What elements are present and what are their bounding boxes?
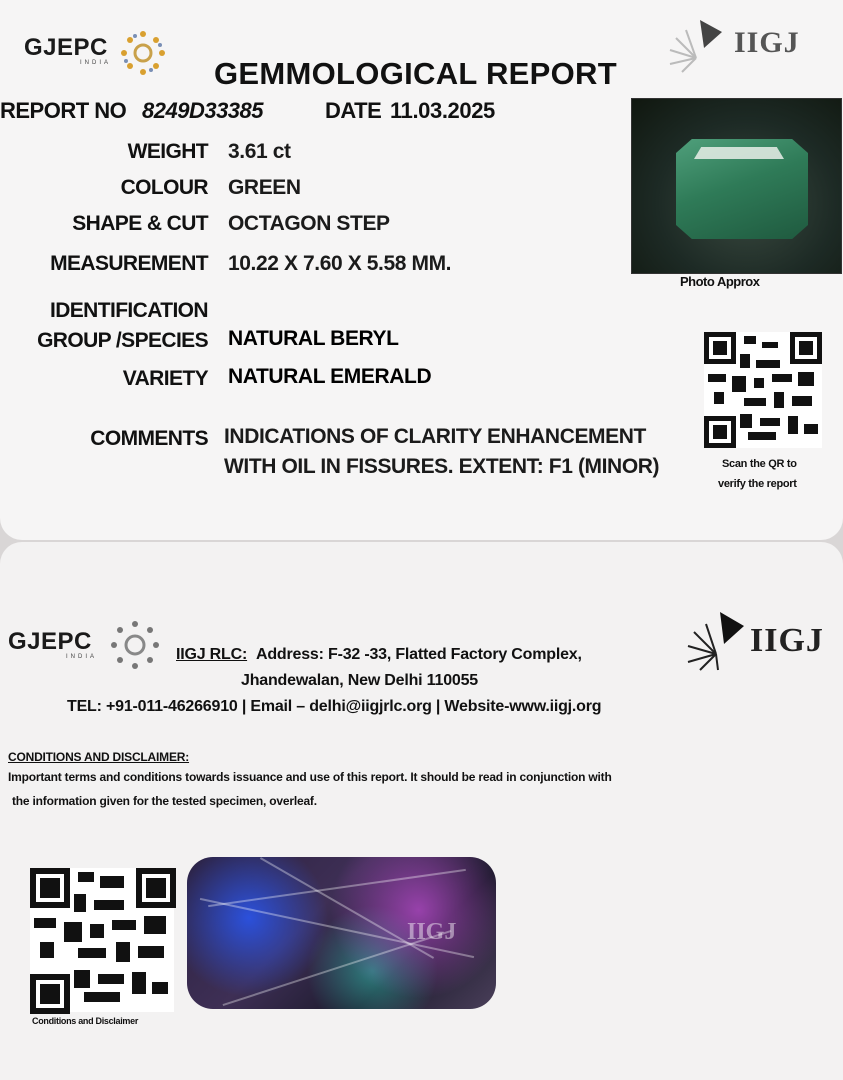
qr-module: [78, 872, 94, 882]
comments-label: COMMENTS: [90, 427, 208, 450]
qr-module: [74, 894, 86, 912]
disclaimer-line-1: Important terms and conditions towards issuance and use of this report. It should be read in conjunction with: [8, 770, 612, 784]
qr-module: [34, 918, 56, 928]
photo-caption: Photo Approx: [680, 274, 760, 289]
qr-module: [792, 396, 812, 406]
weight-value: 3.61 ct: [228, 140, 291, 163]
weight-label: WEIGHT: [127, 140, 208, 163]
security-hologram: [187, 857, 496, 1009]
shape-cut-value: OCTAGON STEP: [228, 212, 390, 235]
address-line-1: Address: F-32 -33, Flatted Factory Complex,: [256, 646, 582, 663]
rlc-label: IIGJ RLC:: [176, 646, 248, 663]
report-title: GEMMOLOGICAL REPORT: [214, 56, 617, 91]
qr-finder: [704, 332, 736, 364]
comments-line-2: WITH OIL IN FISSURES. EXTENT: F1 (MINOR): [224, 455, 660, 478]
measurement-value: 10.22 X 7.60 X 5.58 MM.: [228, 252, 452, 275]
qr-caption-line-1: Scan the QR to: [722, 458, 797, 470]
colour-label: COLOUR: [120, 176, 208, 199]
qr-module: [762, 342, 778, 348]
report-back-card: [0, 542, 843, 1080]
qr-module: [64, 922, 82, 942]
qr-module: [732, 376, 746, 392]
hologram-logo-text: IIGJ: [407, 919, 457, 945]
group-species-label: GROUP /SPECIES: [37, 329, 208, 352]
measurement-label: MEASUREMENT: [50, 252, 208, 275]
qr-module: [788, 416, 798, 434]
report-no-label: REPORT NO: [0, 98, 127, 123]
iigj-logo-text: IIGJ: [734, 26, 800, 59]
gjepc-logo-sub: INDIA: [80, 60, 112, 66]
qr-finder: [704, 416, 736, 448]
gjepc-logo-back: [8, 628, 98, 660]
gjepc-logo: [24, 34, 112, 66]
gjepc-logo-text: GJEPC: [24, 34, 108, 61]
iigj-emblem-icon: [666, 18, 726, 74]
shape-cut-label: SHAPE & CUT: [72, 212, 208, 235]
variety-label: VARIETY: [122, 367, 208, 390]
qr-module: [740, 354, 750, 368]
qr-module: [78, 948, 106, 958]
qr-finder: [790, 332, 822, 364]
gjepc-emblem-icon: [108, 618, 162, 672]
verify-qr-code[interactable]: [704, 332, 822, 448]
conditions-qr-code[interactable]: [30, 868, 174, 1012]
qr-caption-line-2: verify the report: [718, 478, 797, 490]
qr-module: [772, 374, 792, 382]
gjepc-logo-text: GJEPC: [8, 628, 92, 655]
colour-value: GREEN: [228, 176, 301, 199]
report-no-value: 8249D33385: [142, 98, 264, 123]
qr-module: [116, 942, 130, 962]
qr-module: [798, 372, 814, 386]
qr-module: [74, 970, 90, 988]
qr-module: [152, 982, 168, 994]
disclaimer-line-2: the information given for the tested specimen, overleaf.: [12, 794, 317, 808]
qr-module: [708, 374, 726, 382]
identification-label: IDENTIFICATION: [49, 299, 208, 322]
gem-photo: [631, 98, 842, 274]
qr-module: [748, 432, 776, 440]
qr-module: [774, 392, 784, 408]
qr-module: [754, 378, 764, 388]
qr-module: [714, 392, 724, 404]
qr-module: [804, 424, 818, 434]
qr-module: [112, 920, 136, 930]
qr-finder: [30, 868, 70, 908]
qr-module: [90, 924, 104, 938]
conditions-qr-caption: Conditions and Disclaimer: [32, 1016, 139, 1026]
address-line-2: Jhandewalan, New Delhi 110055: [241, 672, 478, 689]
qr-module: [740, 414, 752, 428]
qr-module: [744, 336, 756, 344]
qr-module: [84, 992, 120, 1002]
qr-module: [100, 876, 124, 888]
qr-finder: [136, 868, 176, 908]
contact-line: TEL: +91-011-46266910 | Email – delhi@iigjrlc.org | Website-www.iigj.org: [67, 698, 602, 715]
qr-module: [98, 974, 124, 984]
disclaimer-title: CONDITIONS AND DISCLAIMER:: [8, 750, 190, 764]
variety-value: NATURAL EMERALD: [228, 365, 432, 388]
qr-module: [760, 418, 780, 426]
qr-finder: [30, 974, 70, 1014]
date-label: DATE: [325, 98, 382, 123]
qr-module: [132, 972, 146, 994]
gjepc-logo-sub: INDIA: [66, 654, 98, 660]
qr-module: [144, 916, 166, 934]
qr-module: [94, 900, 124, 910]
qr-module: [40, 942, 54, 958]
gjepc-emblem-icon: [118, 28, 168, 78]
group-species-value: NATURAL BERYL: [228, 327, 399, 350]
gem-facet-highlight: [694, 147, 784, 159]
qr-module: [138, 946, 164, 958]
qr-module: [756, 360, 780, 368]
qr-module: [744, 398, 766, 406]
iigj-logo-text: IIGJ: [750, 622, 824, 659]
iigj-emblem-icon: [684, 610, 748, 672]
date-value: 11.03.2025: [390, 98, 495, 123]
comments-line-1: INDICATIONS OF CLARITY ENHANCEMENT: [224, 425, 646, 448]
